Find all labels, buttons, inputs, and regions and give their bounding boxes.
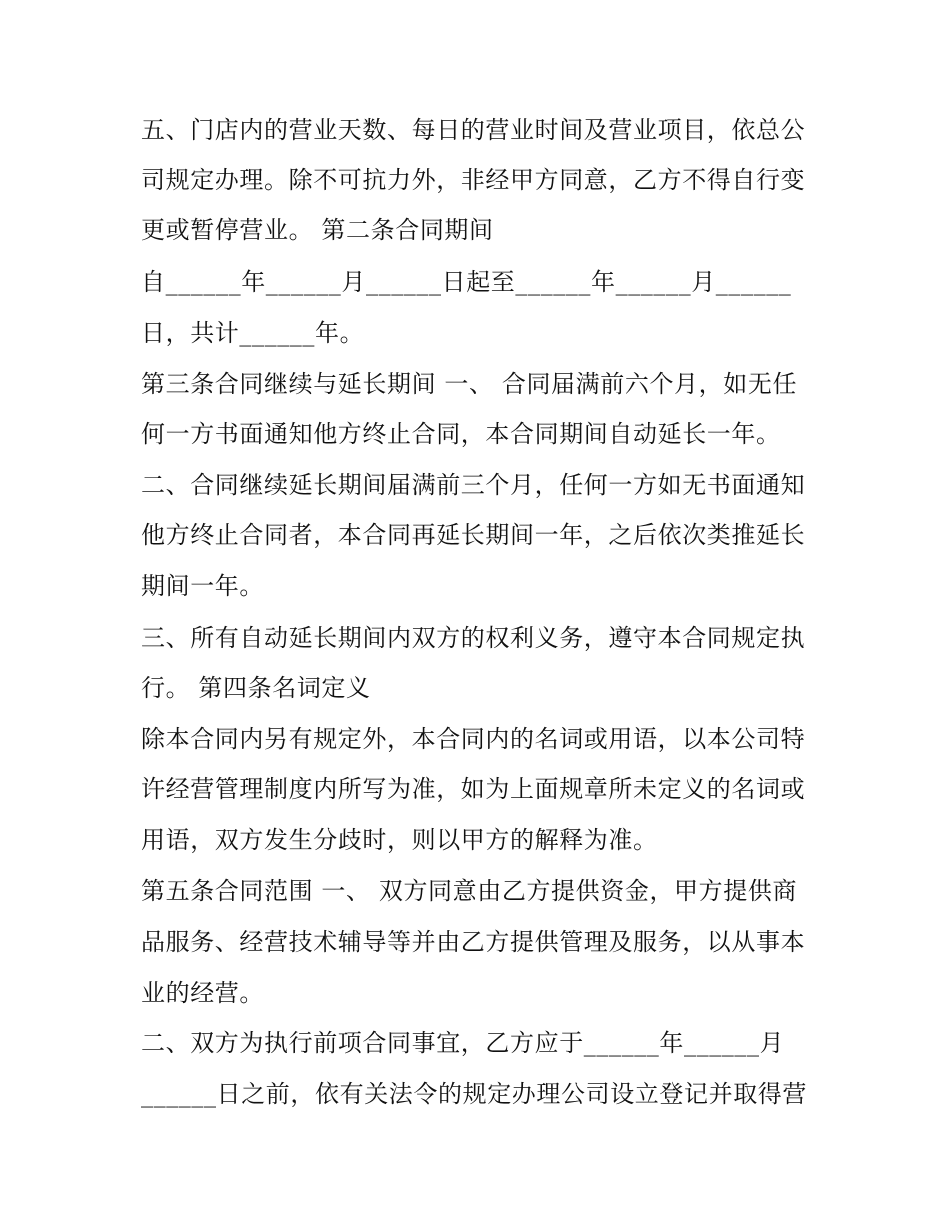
text-line: 二、双方为执行前项合同事宜，乙方应于______年______月 — [141, 1029, 785, 1057]
text-line: 业的经营。 — [141, 979, 264, 1007]
text-line: 用语，双方发生分歧时，则以甲方的解释为准。 — [141, 826, 658, 854]
text-line: 行。 第四条名词定义 — [141, 674, 371, 702]
text-line: 期间一年。 — [141, 572, 264, 600]
text-line: 二、合同继续延长期间届满前三个月，任何一方如无书面通知 — [141, 471, 806, 499]
text-line: 自______年______月______日起至______年______月______ — [141, 268, 792, 296]
text-line: 何一方书面通知他方终止合同，本合同期间自动延长一年。 — [141, 420, 781, 448]
text-line: ______日之前，依有关法令的规定办理公司设立登记并取得营 — [141, 1080, 807, 1108]
text-line: 第三条合同继续与延长期间 一、 合同届满前六个月，如无任 — [141, 370, 798, 398]
text-line: 三、所有自动延长期间内双方的权利义务，遵守本合同规定执 — [141, 624, 806, 652]
text-line: 他方终止合同者，本合同再延长期间一年，之后依次类推延长 — [141, 521, 806, 549]
text-line: 日，共计______年。 — [141, 319, 365, 347]
text-line: 第五条合同范围 一、 双方同意由乙方提供资金，甲方提供商 — [141, 877, 798, 905]
text-line: 许经营管理制度内所写为准，如为上面规章所未定义的名词或 — [141, 775, 806, 803]
text-line: 更或暂停营业。 第二条合同期间 — [141, 216, 494, 244]
text-line: 品服务、经营技术辅导等并由乙方提供管理及服务，以从事本 — [141, 928, 806, 956]
text-line: 司规定办理。除不可抗力外，非经甲方同意，乙方不得自行变 — [141, 166, 806, 194]
text-line: 五、门店内的营业天数、每日的营业时间及营业项目，依总公 — [141, 116, 806, 144]
text-line: 除本合同内另有规定外，本合同内的名词或用语，以本公司特 — [141, 725, 806, 753]
